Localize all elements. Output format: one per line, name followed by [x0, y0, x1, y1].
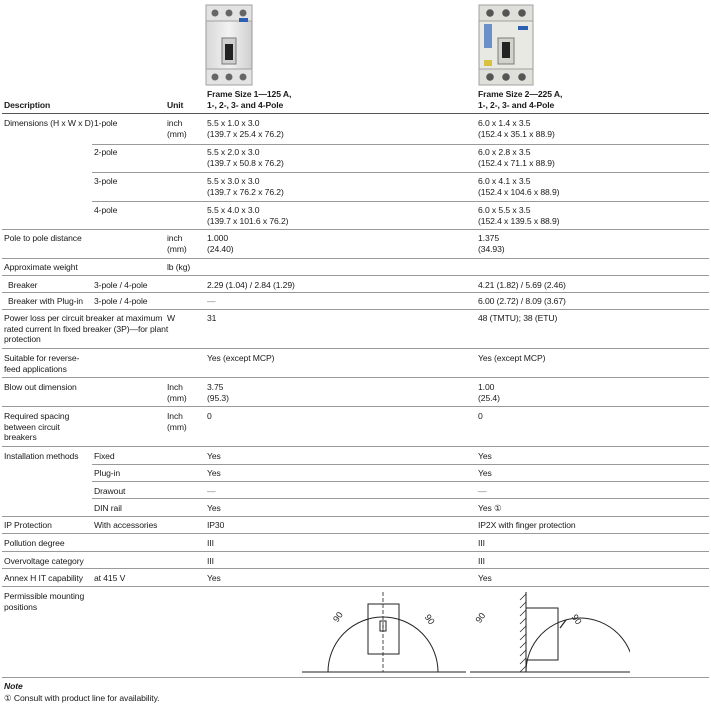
reverse-fs1: Yes (except MCP) — [207, 353, 275, 363]
install-sub-plugin: Plug-in — [94, 468, 121, 478]
row-divider — [2, 446, 709, 447]
row-divider — [2, 533, 709, 534]
reverse-fs2: Yes (except MCP) — [478, 353, 546, 363]
pole-fs2: 1.375 (34.93) — [478, 233, 505, 254]
column-header-description: Description — [4, 100, 51, 110]
column-header-frame-size-2: Frame Size 2—225 A, 1-, 2-, 3- and 4-Pole — [478, 89, 563, 110]
pollution-fs1: III — [207, 538, 214, 548]
angle-label-right: 90 — [422, 612, 437, 627]
install-fs1-din-rail: Yes — [207, 503, 221, 513]
row-divider — [92, 201, 709, 202]
ip-sub: With accessories — [94, 520, 158, 530]
frame-size-2-breaker-image — [478, 4, 534, 86]
dim-sub-4-pole: 4-pole — [94, 205, 118, 215]
ip-fs1: IP30 — [207, 520, 225, 530]
install-fs2-drawout: — — [478, 486, 487, 496]
note-title: Note — [4, 681, 23, 691]
spacing-unit: Inch (mm) — [167, 411, 187, 432]
row-label-breaker-plugin: Breaker with Plug-in — [8, 296, 83, 306]
annex-fs1: Yes — [207, 573, 221, 583]
row-divider — [2, 229, 709, 230]
row-divider — [2, 406, 709, 407]
row-divider — [92, 498, 709, 499]
mounting-diagram-frame-size-2 — [470, 592, 630, 676]
row-label-spacing: Required spacing between circuit breakers — [4, 411, 70, 443]
install-fs2-din-rail: Yes ① — [478, 503, 502, 513]
install-fs1-drawout: — — [207, 486, 216, 496]
overvoltage-fs1: III — [207, 556, 214, 566]
blowout-fs1: 3.75 (95.3) — [207, 382, 229, 403]
annex-fs2: Yes — [478, 573, 492, 583]
row-divider — [2, 258, 709, 259]
row-label-pollution: Pollution degree — [4, 538, 65, 548]
overvoltage-fs2: III — [478, 556, 485, 566]
row-divider — [92, 481, 709, 482]
spacing-fs2: 0 — [478, 411, 483, 421]
row-divider — [2, 568, 709, 569]
header-divider — [2, 113, 709, 114]
row-divider — [2, 377, 709, 378]
frame-size-1-breaker-image — [205, 4, 253, 86]
install-fs1-fixed: Yes — [207, 451, 221, 461]
note-text: ① Consult with product line for availability. — [4, 693, 160, 703]
row-divider — [92, 172, 709, 173]
annex-sub: at 415 V — [94, 573, 126, 583]
row-divider — [2, 516, 709, 517]
row-divider — [92, 144, 709, 145]
dim-sub-3-pole: 3-pole — [94, 176, 118, 186]
dim-fs1-3-pole: 5.5 x 3.0 x 3.0 (139.7 x 76.2 x 76.2) — [207, 176, 284, 197]
angle-label-left-2: 90 — [473, 610, 488, 625]
install-fs2-plugin: Yes — [478, 468, 492, 478]
breaker-plugin-fs1: — — [207, 296, 216, 306]
install-sub-din-rail: DIN rail — [94, 503, 122, 513]
row-label-power-loss: Power loss per circuit breaker at maximum rated current In fixed breaker (3P)—for plant protection — [4, 313, 169, 345]
row-label-mounting: Permissible mounting positions — [4, 591, 85, 612]
ip-fs2: IP2X with finger protection — [478, 520, 576, 530]
power-fs2: 48 (TMTU); 38 (ETU) — [478, 313, 558, 323]
row-divider — [2, 309, 709, 310]
row-divider — [2, 551, 709, 552]
row-divider — [2, 275, 709, 276]
breaker-fs2: 4.21 (1.82) / 5.69 (2.46) — [478, 280, 566, 290]
column-header-frame-size-1: Frame Size 1—125 A, 1-, 2-, 3- and 4-Pole — [207, 89, 292, 110]
dim-sub-1-pole: 1-pole — [94, 118, 118, 128]
angle-label-left: 90 — [331, 609, 345, 624]
row-divider — [2, 292, 709, 293]
row-divider — [2, 348, 709, 349]
row-label-dimensions: Dimensions (H x W x D) — [4, 118, 94, 128]
install-fs2-fixed: Yes — [478, 451, 492, 461]
row-label-blow-out: Blow out dimension — [4, 382, 77, 392]
power-fs1: 31 — [207, 313, 217, 323]
weight-unit: lb (kg) — [167, 262, 191, 272]
row-label-annex-h: Annex H IT capability — [4, 573, 83, 583]
dim-fs1-1-pole: 5.5 x 1.0 x 3.0 (139.7 x 25.4 x 76.2) — [207, 118, 284, 139]
pollution-fs2: III — [478, 538, 485, 548]
spacing-fs1: 0 — [207, 411, 212, 421]
row-label-ip: IP Protection — [4, 520, 52, 530]
pole-fs1: 1.000 (24.40) — [207, 233, 234, 254]
row-label-breaker: Breaker — [8, 280, 38, 290]
row-divider — [2, 586, 709, 587]
dim-unit: inch (mm) — [167, 118, 187, 139]
breaker-plugin-sub: 3-pole / 4-pole — [94, 296, 148, 306]
dim-fs2-2-pole: 6.0 x 2.8 x 3.5 (152.4 x 71.1 x 88.9) — [478, 147, 555, 168]
row-divider — [2, 677, 709, 678]
row-divider — [92, 464, 709, 465]
column-header-unit: Unit — [167, 100, 184, 110]
dim-fs2-4-pole: 6.0 x 5.5 x 3.5 (152.4 x 139.5 x 88.9) — [478, 205, 560, 226]
install-sub-fixed: Fixed — [94, 451, 115, 461]
row-label-installation: Installation methods — [4, 451, 79, 461]
row-label-pole-distance: Pole to pole distance — [4, 233, 82, 243]
dim-fs2-3-pole: 6.0 x 4.1 x 3.5 (152.4 x 104.6 x 88.9) — [478, 176, 560, 197]
power-unit: W — [167, 313, 176, 323]
install-sub-drawout: Drawout — [94, 486, 126, 496]
install-fs1-plugin: Yes — [207, 468, 221, 478]
row-label-weight: Approximate weight — [4, 262, 78, 272]
pole-unit: inch (mm) — [167, 233, 187, 254]
angle-label-right-2: 90 — [569, 612, 584, 627]
row-label-reverse-feed: Suitable for reverse- feed applications — [4, 353, 80, 374]
breaker-fs1: 2.29 (1.04) / 2.84 (1.29) — [207, 280, 295, 290]
breaker-plugin-fs2: 6.00 (2.72) / 8.09 (3.67) — [478, 296, 566, 306]
row-label-overvoltage: Overvoltage category — [4, 556, 84, 566]
dim-sub-2-pole: 2-pole — [94, 147, 118, 157]
blowout-fs2: 1.00 (25.4) — [478, 382, 500, 403]
dim-fs1-4-pole: 5.5 x 4.0 x 3.0 (139.7 x 101.6 x 76.2) — [207, 205, 289, 226]
dim-fs2-1-pole: 6.0 x 1.4 x 3.5 (152.4 x 35.1 x 88.9) — [478, 118, 555, 139]
mounting-diagram-frame-size-1 — [280, 592, 490, 676]
dim-fs1-2-pole: 5.5 x 2.0 x 3.0 (139.7 x 50.8 x 76.2) — [207, 147, 284, 168]
breaker-sub: 3-pole / 4-pole — [94, 280, 148, 290]
blowout-unit: Inch (mm) — [167, 382, 187, 403]
